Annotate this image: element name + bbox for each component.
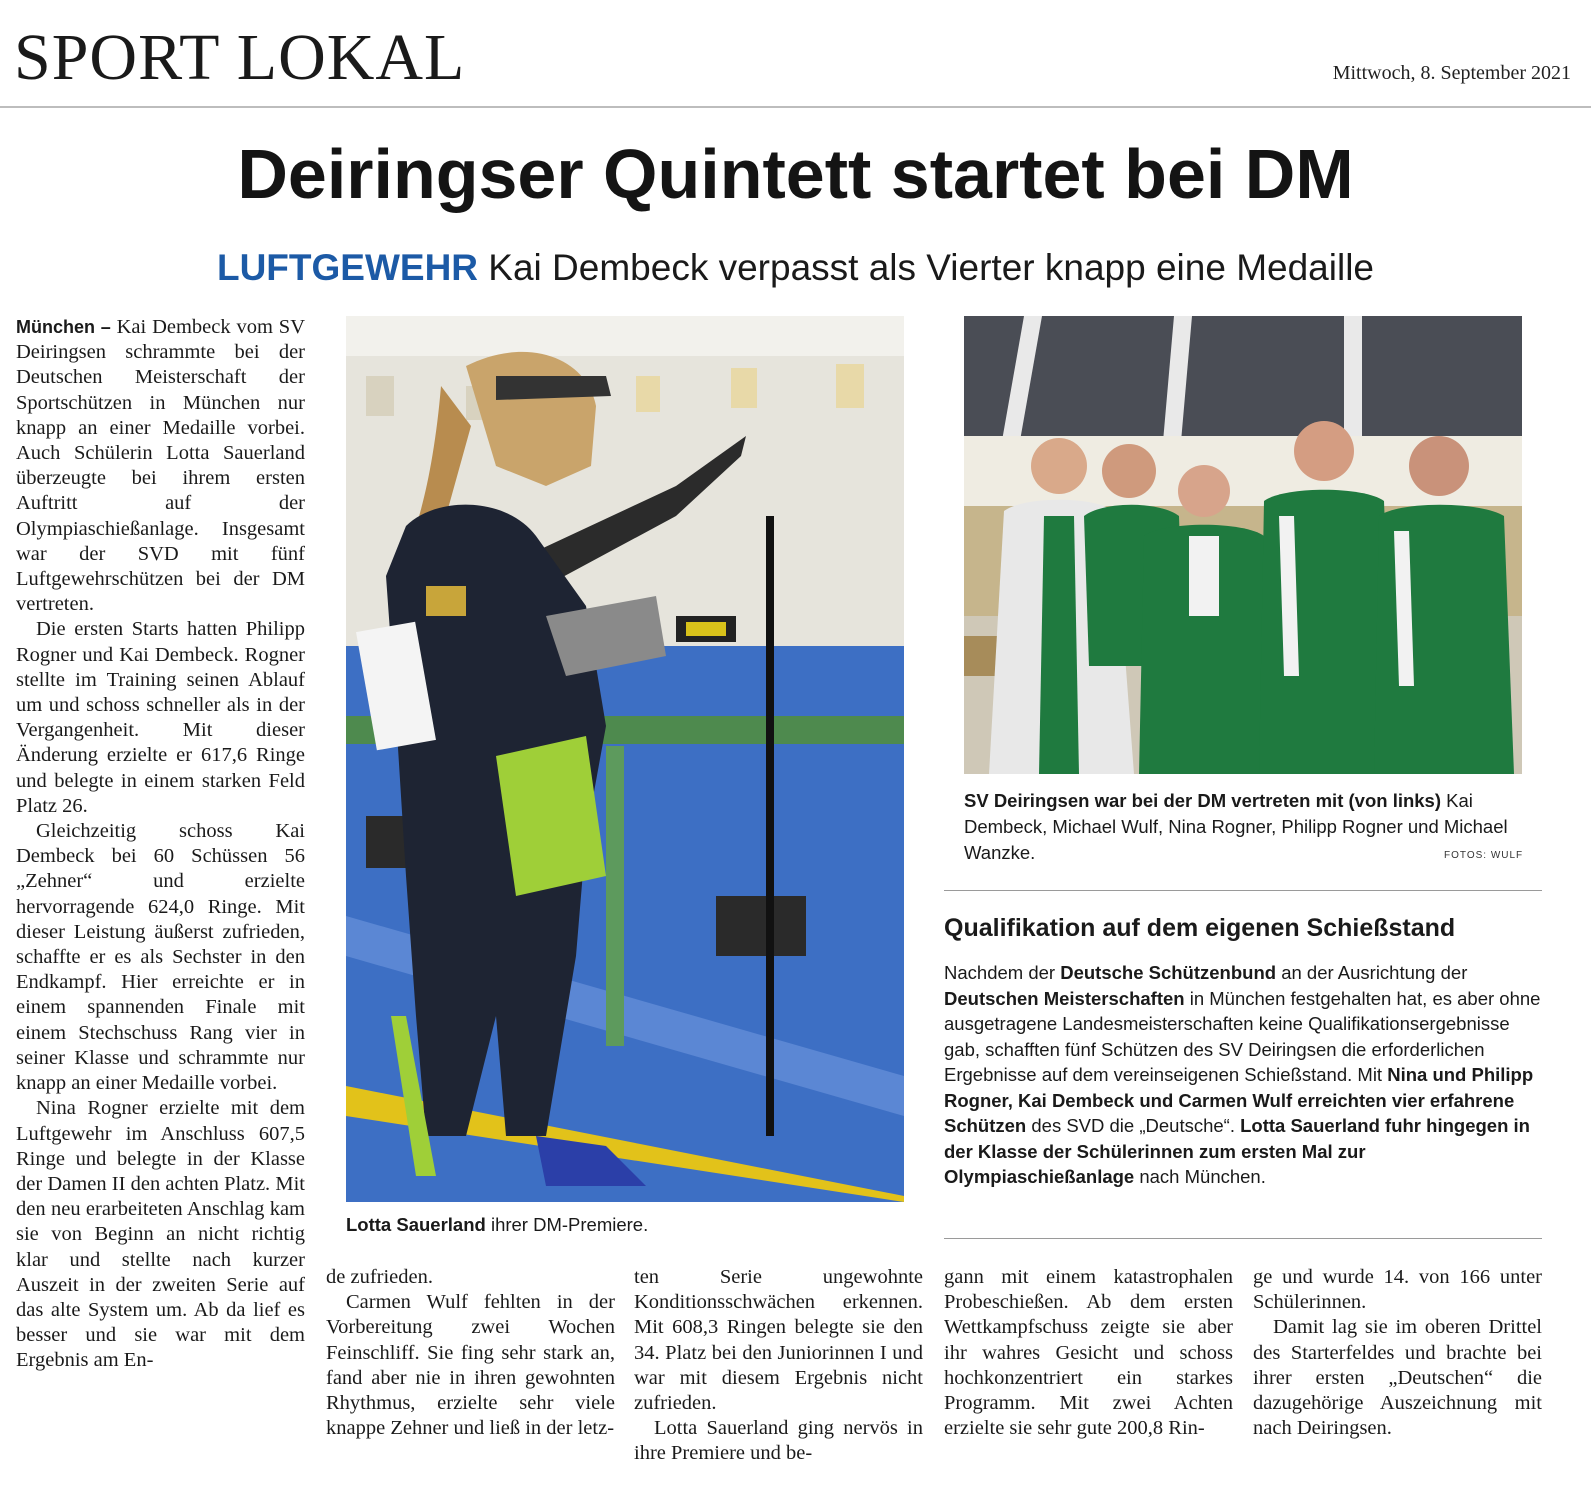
photo-caption-shooter [346, 1212, 904, 1238]
sidebar-bold: Nina und Philipp Rogner, Kai Dembeck und Carmen Wulf erreichten vier erfahrene Schützen [944, 1064, 1534, 1136]
paragraph: Gleichzeitig schoss Kai Dembeck bei 60 Schüssen 56 „Zehner“ und erzielte hervorragende 624,0 Ringe. Mit dieser Leistung äußerst zufrieden, schaffte er es als Sechster in den Endkampf. Hier erreichte er in einem spannenden Finale mit einem Stechschuss Rang vier in seiner Klasse und schrammte nur knapp an einer Medaille vorbei. [16, 820, 305, 1095]
paragraph: ge und wurde 14. von 166 unter Schülerinnen. [1253, 1266, 1542, 1314]
photo-caption-team [964, 788, 1522, 866]
article-headline: Deiringser Quintett startet bei DM [237, 135, 1354, 213]
dateline: München – [16, 317, 111, 337]
paragraph [16, 315, 305, 617]
article-column-2 [326, 1265, 615, 1441]
photo-shooter [346, 316, 904, 1202]
sidebar-body [944, 960, 1542, 1190]
shooter-photo-illustration [346, 316, 904, 1202]
sidebar-text: nach München. [1134, 1166, 1266, 1187]
article-column-3 [634, 1265, 923, 1467]
sidebar-text: an der Ausrichtung der [1276, 962, 1468, 983]
kicker: LUFTGEWEHR [216, 247, 479, 288]
sidebar-bold: Lotta Sauerland fuhr hingegen in der Klasse der Schülerinnen zum ersten Mal zur Olympiaschießanlage [944, 1115, 1530, 1187]
article-column-1 [16, 315, 305, 1374]
sidebar-title: Qualifikation auf dem eigenen Schießstand [944, 914, 1456, 942]
paragraph-text: Kai Dembeck vom SV Deiringsen schrammte bei der Deutschen Meisterschaft der Sportschützen in München nur knapp an einer Medaille vorbei. Auch Schülerin Lotta Sauerland überzeugte bei ihrem ersten Auftritt auf der Olympiaschießanlage. Insgesamt war der SVD mit fünf Luftgewehrschützen bei der DM vertreten. [16, 316, 306, 616]
paragraph: Damit lag sie im oberen Drittel des Starterfeldes und brachte bei ihrer ersten „Deutschen“ die dazugehörige Auszeichnung mit nach Deiringsen. [1253, 1316, 1542, 1440]
photo-credit: FOTOS: WULF [1444, 850, 1524, 861]
paragraph: gann mit einem katastrophalen Probeschießen. Ab dem ersten Wettkampfschuss zeigte sie aber ihr wahres Gesicht und schoss hochkonzentriert ein starkes Programm. Mit zwei Achten erzielte sie sehr gute 200,8 Rin- [944, 1266, 1233, 1440]
paragraph: ten Serie ungewohnte Konditionsschwächen erkennen. Mit 608,3 Ringen belegte sie den 34. Platz bei den Juniorinnen I und war mit diesem Ergebnis nicht zufrieden. [634, 1266, 923, 1415]
paragraph: Carmen Wulf fehlten in der Vorbereitung zwei Wochen Feinschliff. Sie fing sehr stark an, fand aber nie in ihren gewohnten Rhythmus, erzielte sehr viele knappe Zehner und ließ in der letz- [326, 1291, 615, 1440]
subheadline-text: Kai Dembeck verpasst als Vierter knapp eine Medaille [488, 247, 1375, 288]
sidebar-text: in München festgehalten hat, es aber ohne ausgetragene Landesmeisterschaften keine Qualifikationsergebnisse gab, schafften fünf Schützen des SV Deiringsen die erforderlichen Ergebnisse auf dem vereinseigenen Schießstand. Mit [944, 987, 1541, 1085]
paragraph: Nina Rogner erzielte mit dem Luftgewehr im Anschluss 607,5 Ringe und belegte in der Klasse der Damen II den achten Platz. Mit den neu erarbeiteten Anschlag kam sie von Beginn an nicht richtig klar und stellte nach kurzer Auszeit in der zweiten Serie auf das alte System um. Ab da lief es besser und sie war mit dem Ergebnis am En- [16, 1097, 305, 1372]
caption-text: Kai Dembeck, Michael Wulf, Nina Rogner, Philipp Rogner und Michael Wanzke. [964, 790, 1508, 863]
caption-text: ihrer DM-Premiere. [490, 1214, 649, 1235]
paragraph: de zufrieden. [326, 1266, 433, 1288]
article-column-5 [1253, 1265, 1542, 1441]
issue-date: Mittwoch, 8. September 2021 [1332, 62, 1571, 84]
photo-team [964, 316, 1522, 774]
sidebar-text: des SVD die „Deutsche“. [1026, 1115, 1241, 1136]
paragraph: Die ersten Starts hatten Philipp Rogner und Kai Dembeck. Rogner stellte im Training seinen Ablauf um und schoss schneller als in der Vergangenheit. Mit dieser Änderung erzielte er 617,6 Ringe und belegte in einem starken Feld Platz 26. [16, 618, 305, 817]
team-photo-illustration [964, 316, 1522, 774]
header-divider [0, 106, 1591, 108]
paragraph: Lotta Sauerland ging nervös in ihre Premiere und be- [634, 1417, 923, 1465]
article-subheadline [0, 244, 1591, 292]
sidebar-bold: Deutsche Schützenbund [1060, 962, 1277, 983]
caption-lead: SV Deiringsen war bei der DM vertreten mit (von links) [964, 790, 1442, 811]
caption-name: Lotta Sauerland [346, 1214, 486, 1235]
sidebar-bold: Deutschen Meisterschaften [944, 987, 1185, 1009]
sidebar-divider-top [944, 890, 1542, 891]
sidebar-text: Nachdem der [944, 962, 1061, 983]
article-column-4 [944, 1265, 1233, 1441]
section-title: SPORT LOKAL [14, 21, 466, 94]
sidebar-divider-bottom [944, 1238, 1542, 1239]
